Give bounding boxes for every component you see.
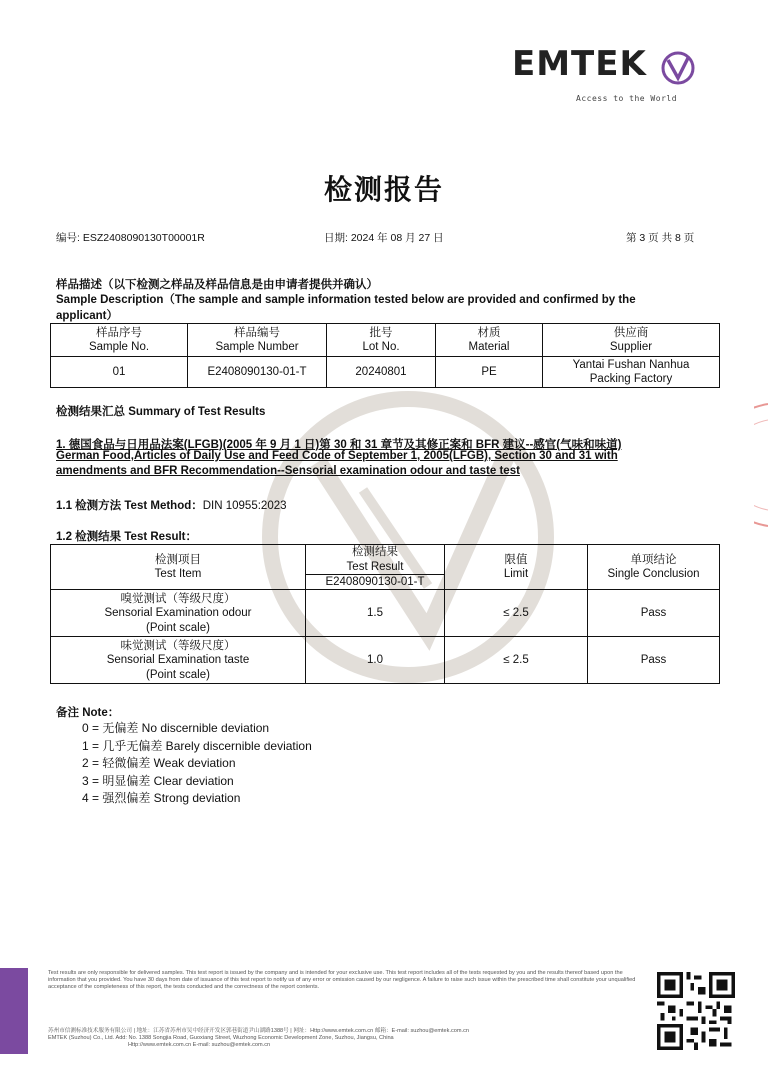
- report-number: 编号: ESZ2408090130T00001R: [56, 232, 205, 244]
- header-cell: [51, 545, 306, 590]
- test-item-cn: 味觉测试（等级尺度）: [120, 639, 236, 652]
- header-en: Single Conclusion: [607, 568, 700, 581]
- section1-line-en-cont: amendments and BFR Recommendation--Sensorial examination odour and taste test: [56, 465, 520, 477]
- logo-mark-icon: [660, 50, 696, 86]
- footer-address: [48, 1028, 648, 1049]
- test-method-value: DIN 10955:2023: [202, 500, 287, 512]
- header-cn: 供应商: [613, 326, 649, 339]
- test-item-en: Sensorial Examination taste: [106, 654, 250, 667]
- header-en: Lot No.: [362, 341, 400, 353]
- section1-title-en: [56, 450, 618, 462]
- page-number: 第 3 页 共 8 页: [626, 232, 695, 244]
- header-en: Sample No.: [88, 341, 150, 353]
- conclusion-cell: Pass: [588, 590, 720, 637]
- header-cell: [327, 324, 436, 357]
- table-row: [51, 590, 720, 637]
- test-item-en: Sensorial Examination odour: [104, 607, 252, 620]
- list-item: 0 = 无偏差 No discernible deviation: [82, 721, 270, 735]
- test-method-label: 1.1 检测方法 Test Method：: [56, 500, 203, 512]
- test-item-scale: (Point scale): [146, 621, 210, 634]
- qr-code-icon: [657, 972, 735, 1050]
- test-item-cn: 嗅觉测试（等级尺度）: [120, 592, 236, 605]
- result-cell: 1.0: [306, 637, 445, 684]
- address-en: EMTEK (Suzhou) Co., Ltd. Add: No. 1388 Songjia Road, Guoxiang Street, Wuzhong Economic Development Zone, Suzhou, Jiangsu, China: [48, 1035, 394, 1041]
- header-cell: [436, 324, 543, 357]
- summary-heading: 检测结果汇总 Summary of Test Results: [56, 406, 266, 418]
- section1-line-en: German Food,Articles of Daily Use and Feed Code of September 1, 2005(LFGB), Section 30 and 31 with: [56, 450, 618, 462]
- test-item-scale: (Point scale): [146, 668, 210, 681]
- results-table-header: [51, 545, 720, 560]
- sample-table: [50, 323, 720, 388]
- test-item-cell: [51, 637, 306, 684]
- test-result-heading: 1.2 检测结果 Test Result：: [56, 531, 198, 543]
- limit-cell: ≤ 2.5: [445, 637, 588, 684]
- header-cell: [188, 324, 327, 357]
- report-date: 日期: 2024 年 08 月 27 日: [324, 232, 444, 244]
- supplier-line: Yantai Fushan Nanhua: [572, 358, 690, 371]
- header-cell: [543, 324, 720, 357]
- header-cell: [445, 545, 588, 590]
- list-item: 1 = 几乎无偏差 Barely discernible deviation: [82, 738, 312, 753]
- lot-no-cell: 20240801: [327, 357, 436, 388]
- document-title: 检测报告: [323, 173, 444, 206]
- header-en: Sample Number: [215, 341, 299, 353]
- supplier-line: Packing Factory: [589, 373, 673, 385]
- table-row: [51, 637, 720, 684]
- header-cn: 批号: [369, 326, 393, 339]
- header-en: Supplier: [609, 341, 653, 353]
- sample-number-cell: E2408090130-01-T: [188, 357, 327, 388]
- note-heading: 备注 Note：: [56, 707, 120, 719]
- header-en: Test Item: [154, 568, 202, 581]
- list-item: 4 = 强烈偏差 Strong deviation: [82, 791, 241, 805]
- header-cn: 材质: [477, 326, 501, 339]
- sample-no-cell: 01: [51, 357, 188, 388]
- header-en: Limit: [503, 568, 529, 581]
- contact-line: Http://www.emtek.com.cn E-mail: suzhou@emtek.com.cn: [128, 1042, 271, 1048]
- note-list: [82, 720, 312, 808]
- sample-desc-heading-en-cont: applicant）: [56, 310, 118, 322]
- test-method: [56, 497, 287, 513]
- table-row: [51, 357, 720, 388]
- logo-text: EMTEK: [512, 44, 647, 84]
- section1-line-cn: 1. 德国食品与日用品法案(LFGB)(2005 年 9 月 1 日)第 30 和 31 章节及其修正案和 BFR 建议--感官(气味和味道): [56, 439, 622, 451]
- test-item-cell: [51, 590, 306, 637]
- address-cn: 苏州市信测标准技术服务有限公司 | 地址：江苏省苏州市吴中经济开发区郭巷街道尹山湖路1388号 | 网址：Http://www.emtek.com.cn 邮箱：E-mail: suzhou@emtek.com.cn: [48, 1028, 470, 1034]
- conclusion-cell: Pass: [588, 637, 720, 684]
- supplier-cell: [543, 357, 720, 388]
- header-cell: 检测结果: [306, 545, 445, 560]
- results-table: [50, 544, 720, 684]
- material-cell: PE: [436, 357, 543, 388]
- header-cn: 检测项目: [155, 553, 201, 566]
- section1-title-en-cont: [56, 465, 520, 477]
- header-en: Material: [468, 341, 510, 353]
- header-cn: 限值: [504, 553, 528, 566]
- list-item: 2 = 轻微偏差 Weak deviation: [82, 756, 236, 770]
- logo-tagline: Access to the World: [576, 94, 678, 103]
- sample-table-header: [51, 324, 720, 357]
- list-item: 3 = 明显偏差 Clear deviation: [82, 773, 234, 788]
- header-cell: [51, 324, 188, 357]
- header-cn: 样品序号: [96, 326, 142, 339]
- header-cell: Test Result: [306, 560, 445, 575]
- footer-accent-bar: [0, 968, 28, 1054]
- header-cn: 样品编号: [234, 326, 280, 339]
- header-cell: E2408090130-01-T: [306, 575, 445, 590]
- seal-stamp: [754, 400, 768, 530]
- header-cell: [588, 545, 720, 590]
- header-cn: 单项结论: [630, 553, 677, 566]
- sample-desc-heading-cn: 样品描述（以下检测之样品及样品信息是由申请者提供并确认）: [56, 279, 378, 291]
- sample-desc-heading-en: Sample Description（The sample and sample information tested below are provided and confirmed by the: [56, 294, 636, 306]
- result-cell: 1.5: [306, 590, 445, 637]
- limit-cell: ≤ 2.5: [445, 590, 588, 637]
- footer-disclaimer: Test results are only responsible for delivered samples. This test report is issued by the company and is intended for your exclusive use. This test report includes all of the tests requested by you and the results thereof based upon the information that you provided. You have 30 days from date of issuance of this test report to notify us of any error or omission caused by our negligence. A failure to raise such issue within the prescribed time shall constitute your unqualified acceptance of the completeness of this report, the tests conducted and the correctness of the report contents.: [48, 970, 636, 990]
